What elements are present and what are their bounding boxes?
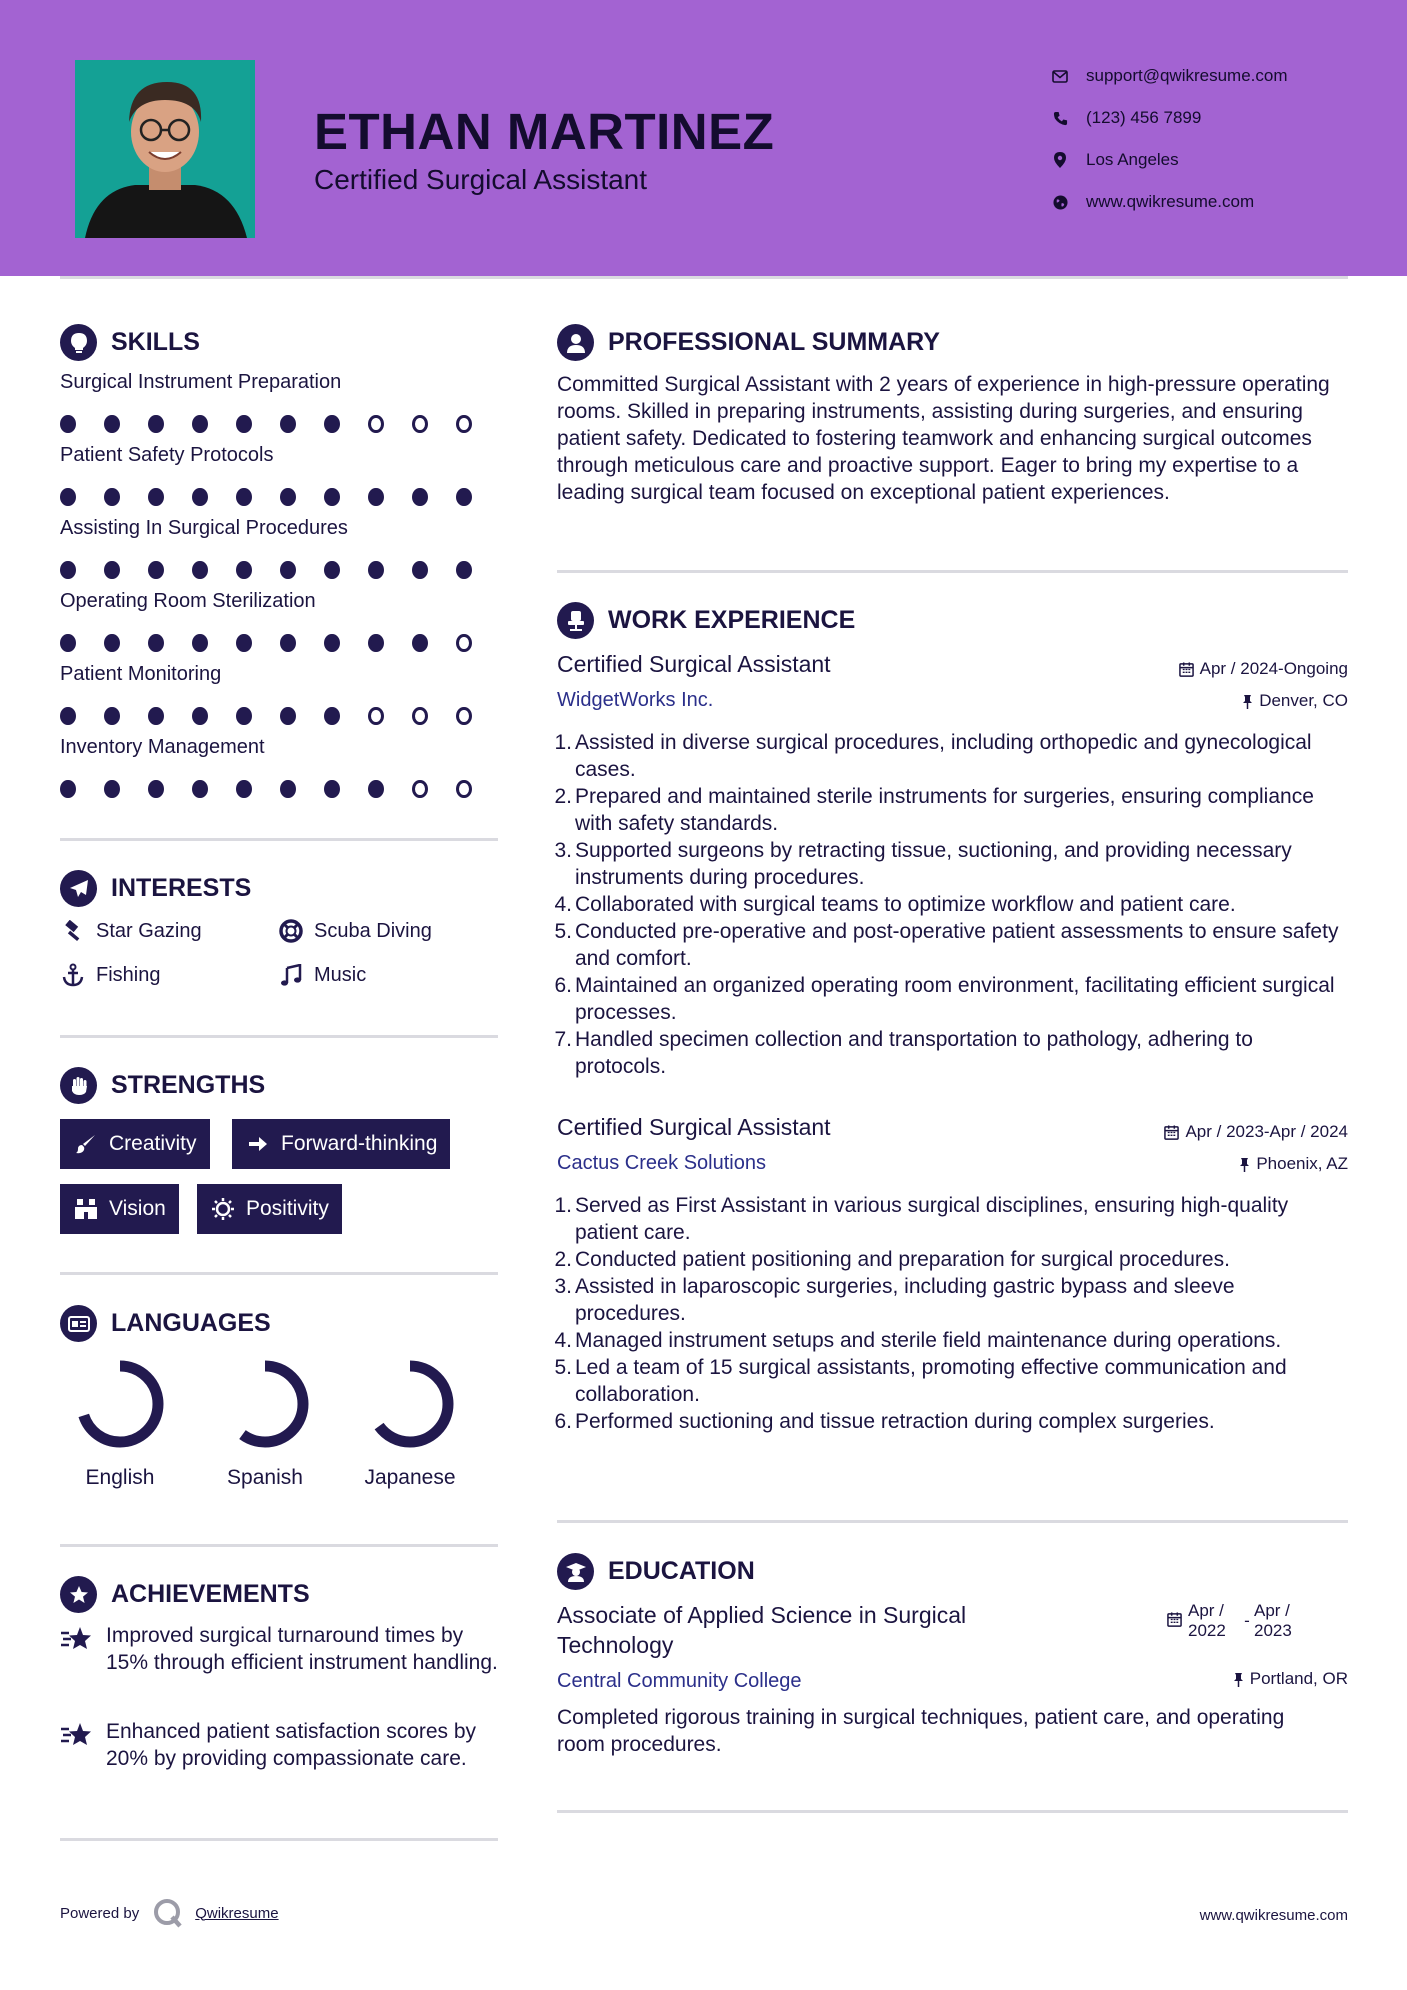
globe-icon — [1050, 192, 1070, 212]
company-name: WidgetWorks Inc. — [557, 689, 714, 711]
job-duties-list — [553, 1192, 1348, 1435]
duty-number: 6. — [554, 974, 572, 997]
skill-rating — [60, 488, 500, 506]
experience-heading: WORK EXPERIENCE — [557, 602, 855, 639]
duty-number: 4. — [554, 1329, 572, 1352]
skill-name: Assisting In Surgical Procedures — [60, 517, 348, 539]
duty-item — [553, 1192, 1348, 1246]
duty-number: 1. — [554, 1194, 572, 1217]
skill-rating — [60, 561, 500, 579]
sun-icon — [210, 1196, 236, 1222]
arrow-right-icon — [245, 1131, 271, 1157]
rating-dot-filled — [324, 488, 340, 506]
footer-powered-by: Powered by Qwikresume — [60, 1898, 279, 1928]
strength-tag: Forward-thinking — [232, 1119, 450, 1169]
rating-dot-filled — [412, 561, 428, 579]
language-item — [200, 1354, 330, 1490]
duty-item — [553, 837, 1348, 891]
rating-dot-filled — [192, 780, 208, 798]
interests-heading: INTERESTS — [60, 870, 251, 907]
rating-dot-filled — [60, 488, 76, 506]
rating-dot-filled — [148, 561, 164, 579]
job-location: Phoenix, AZ — [1239, 1154, 1348, 1174]
rating-dot-filled — [60, 561, 76, 579]
duty-item — [553, 1273, 1348, 1327]
rating-dot-filled — [148, 634, 164, 652]
phone-icon — [1050, 108, 1070, 128]
candidate-name: ETHAN MARTINEZ — [314, 103, 775, 160]
language-level-ring — [70, 1354, 170, 1454]
duty-text: Prepared and maintained sterile instruments for surgeries, ensuring compliance with safety standards. — [575, 785, 1314, 835]
duty-text: Assisted in diverse surgical procedures, including orthopedic and gynecological cases. — [575, 731, 1312, 781]
rating-dot-empty — [368, 415, 384, 433]
duty-number: 2. — [554, 1248, 572, 1271]
binoculars-icon — [73, 1196, 99, 1222]
rating-dot-empty — [456, 707, 472, 725]
section-divider — [60, 1035, 498, 1038]
job-dates: Apr / 2023-Apr / 2024 — [1164, 1122, 1348, 1142]
rating-dot-filled — [104, 707, 120, 725]
rating-dot-filled — [280, 707, 296, 725]
map-marker-icon — [1050, 150, 1070, 170]
rating-dot-filled — [280, 780, 296, 798]
profile-photo — [75, 60, 255, 238]
office-chair-icon — [557, 602, 594, 639]
rating-dot-empty — [456, 780, 472, 798]
rating-dot-filled — [192, 634, 208, 652]
achievement-text: Enhanced patient satisfaction scores by 20% by providing compassionate care. — [106, 1720, 477, 1770]
duty-item — [553, 1408, 1348, 1435]
language-level-arc — [227, 1366, 303, 1442]
achievement-item — [60, 1622, 500, 1676]
contact-email[interactable] — [1050, 55, 1288, 97]
rating-dot-filled — [236, 780, 252, 798]
thumbtack-icon — [1239, 1157, 1250, 1172]
section-divider — [60, 1544, 498, 1547]
section-divider — [557, 1520, 1348, 1523]
interest-item: Star Gazing — [60, 918, 202, 944]
star-badge-icon — [60, 1576, 97, 1613]
strength-tag: Positivity — [197, 1184, 342, 1234]
rating-dot-filled — [192, 561, 208, 579]
rating-dot-filled — [280, 561, 296, 579]
rating-dot-empty — [412, 415, 428, 433]
rating-dot-filled — [456, 561, 472, 579]
id-card-icon — [60, 1305, 97, 1342]
skill-item — [60, 590, 500, 652]
duty-text: Conducted pre-operative and post-operative patient assessments to ensure safety and comfort. — [575, 920, 1339, 970]
footer-website[interactable]: www.qwikresume.com — [1199, 1907, 1348, 1924]
rating-dot-filled — [148, 488, 164, 506]
language-name: Spanish — [227, 1466, 303, 1489]
contact-location-text: Los Angeles — [1086, 150, 1179, 169]
duty-text: Conducted patient positioning and preparation for surgical procedures. — [575, 1248, 1230, 1271]
skill-name: Inventory Management — [60, 736, 265, 758]
company-name: Cactus Creek Solutions — [557, 1152, 766, 1174]
skill-item — [60, 517, 500, 579]
duty-number: 5. — [554, 1356, 572, 1379]
shooting-star-icon — [60, 1624, 94, 1654]
skill-item — [60, 736, 500, 798]
duty-number: 4. — [554, 893, 572, 916]
duty-text: Managed instrument setups and sterile field maintenance during operations. — [575, 1329, 1282, 1352]
summary-text: Committed Surgical Assistant with 2 years of experience in high-pressure operating rooms. Skilled in preparing instruments, assisting during surgeries, and ensuring patient safety. Dedicated to fostering teamwork and enhancing surgical outcomes through meticulous care and proactive support. Eager to bring my expertise to a leading surgical team focused on exceptional patient experiences. — [557, 373, 1330, 504]
rating-dot-filled — [324, 561, 340, 579]
rating-dot-filled — [236, 707, 252, 725]
anchor-icon — [60, 962, 86, 988]
rating-dot-empty — [412, 707, 428, 725]
lightbulb-icon — [60, 324, 97, 361]
language-level-ring — [360, 1354, 460, 1454]
contact-phone[interactable] — [1050, 97, 1288, 139]
rating-dot-filled — [412, 634, 428, 652]
duty-number: 3. — [554, 1275, 572, 1298]
rating-dot-empty — [456, 634, 472, 652]
skill-item — [60, 444, 500, 506]
duty-item — [553, 1246, 1348, 1273]
language-level-arc — [82, 1366, 158, 1442]
user-icon — [557, 324, 594, 361]
language-name: English — [85, 1466, 155, 1489]
achievement-item — [60, 1718, 500, 1772]
life-ring-icon — [278, 918, 304, 944]
rating-dot-filled — [324, 780, 340, 798]
candidate-title: Certified Surgical Assistant — [314, 164, 648, 195]
duty-number: 1. — [554, 731, 572, 754]
strength-tag: Creativity — [60, 1119, 210, 1169]
calendar-icon — [1167, 1612, 1182, 1627]
music-note-icon — [278, 962, 304, 988]
rating-dot-filled — [148, 780, 164, 798]
interest-item: Scuba Diving — [278, 918, 432, 944]
duty-item — [553, 891, 1348, 918]
contact-phone-text: (123) 456 7899 — [1086, 108, 1202, 127]
paper-plane-icon — [60, 870, 97, 907]
school-name: Central Community College — [557, 1670, 802, 1692]
duty-number: 5. — [554, 920, 572, 943]
skill-name: Surgical Instrument Preparation — [60, 371, 342, 393]
rating-dot-filled — [236, 634, 252, 652]
rating-dot-filled — [280, 488, 296, 506]
paint-brush-icon — [73, 1131, 99, 1157]
rating-dot-filled — [280, 634, 296, 652]
rating-dot-filled — [280, 415, 296, 433]
duty-item — [553, 918, 1348, 972]
rating-dot-filled — [324, 707, 340, 725]
rating-dot-filled — [60, 780, 76, 798]
contact-website[interactable] — [1050, 181, 1288, 223]
section-divider — [557, 570, 1348, 573]
skill-name: Operating Room Sterilization — [60, 590, 316, 612]
duty-text: Maintained an organized operating room environment, facilitating efficient surgical processes. — [575, 974, 1335, 1024]
language-item — [55, 1354, 185, 1490]
contact-email-text: support@qwikresume.com — [1086, 66, 1288, 85]
qwikresume-logo-icon — [153, 1898, 183, 1928]
language-level-arc — [372, 1366, 448, 1442]
duty-number: 7. — [554, 1028, 572, 1051]
header-banner — [0, 0, 1407, 276]
rating-dot-filled — [104, 488, 120, 506]
hand-icon — [60, 1067, 97, 1104]
duty-text: Supported surgeons by retracting tissue, suctioning, and providing necessary instruments during procedures. — [575, 839, 1292, 889]
rating-dot-filled — [368, 561, 384, 579]
education-heading: EDUCATION — [557, 1553, 755, 1590]
rating-dot-filled — [192, 415, 208, 433]
duty-text: Performed suctioning and tissue retraction during complex surgeries. — [575, 1410, 1215, 1433]
education-dates: Apr / 2022 - Apr / 2023 — [1167, 1601, 1306, 1641]
rating-dot-filled — [368, 634, 384, 652]
rating-dot-filled — [104, 561, 120, 579]
contact-website-text: www.qwikresume.com — [1086, 192, 1255, 211]
duty-item — [553, 972, 1348, 1026]
language-name: Japanese — [364, 1466, 456, 1489]
envelope-icon — [1050, 66, 1070, 86]
strength-tag: Vision — [60, 1184, 179, 1234]
skill-rating — [60, 707, 500, 725]
rating-dot-filled — [324, 634, 340, 652]
rating-dot-filled — [412, 488, 428, 506]
interest-item: Music — [278, 962, 366, 988]
section-divider — [60, 1838, 498, 1841]
thumbtack-icon — [1242, 694, 1253, 709]
rating-dot-empty — [368, 707, 384, 725]
language-level-ring — [215, 1354, 315, 1454]
skill-item — [60, 371, 500, 433]
header-divider — [60, 276, 1348, 279]
rating-dot-filled — [324, 415, 340, 433]
rating-dot-filled — [104, 780, 120, 798]
skill-rating — [60, 634, 500, 652]
education-location: Portland, OR — [1233, 1669, 1348, 1689]
contact-list — [1050, 55, 1288, 223]
thumbtack-icon — [1233, 1672, 1244, 1687]
duty-text: Collaborated with surgical teams to optimize workflow and patient care. — [575, 893, 1236, 916]
rating-dot-filled — [60, 415, 76, 433]
duty-item — [553, 1327, 1348, 1354]
duty-item — [553, 1026, 1348, 1080]
skill-rating — [60, 780, 500, 798]
qwikresume-link[interactable]: Qwikresume — [195, 1904, 279, 1922]
interest-item: Fishing — [60, 962, 160, 988]
duty-text: Handled specimen collection and transportation to pathology, adhering to protocols. — [575, 1028, 1253, 1078]
duty-text: Served as First Assistant in various surgical disciplines, ensuring high-quality patient care. — [575, 1194, 1289, 1244]
skill-name: Patient Monitoring — [60, 663, 222, 685]
job-title: Certified Surgical Assistant — [557, 651, 831, 677]
section-divider — [60, 1272, 498, 1275]
rating-dot-filled — [60, 707, 76, 725]
skill-name: Patient Safety Protocols — [60, 444, 274, 466]
duty-number: 3. — [554, 839, 572, 862]
duty-item — [553, 729, 1348, 783]
duty-text: Led a team of 15 surgical assistants, promoting effective communication and collaboration. — [575, 1356, 1287, 1406]
rating-dot-empty — [456, 415, 472, 433]
skill-rating — [60, 415, 500, 433]
rating-dot-filled — [368, 780, 384, 798]
duty-number: 2. — [554, 785, 572, 808]
rating-dot-filled — [60, 634, 76, 652]
skills-heading: SKILLS — [60, 324, 200, 361]
section-divider — [557, 1810, 1348, 1813]
education-description: Completed rigorous training in surgical techniques, patient care, and operating room procedures. — [557, 1706, 1285, 1756]
rating-dot-filled — [192, 488, 208, 506]
achievement-text: Improved surgical turnaround times by 15% through efficient instrument handling. — [106, 1624, 498, 1674]
strengths-heading: STRENGTHS — [60, 1067, 265, 1104]
duty-item — [553, 783, 1348, 837]
contact-location — [1050, 139, 1288, 181]
shooting-star-icon — [60, 1720, 94, 1750]
rating-dot-filled — [236, 561, 252, 579]
skill-item — [60, 663, 500, 725]
rating-dot-filled — [456, 488, 472, 506]
rating-dot-filled — [148, 707, 164, 725]
rating-dot-filled — [368, 488, 384, 506]
rating-dot-empty — [412, 780, 428, 798]
rating-dot-filled — [104, 415, 120, 433]
rating-dot-filled — [148, 415, 164, 433]
summary-heading: PROFESSIONAL SUMMARY — [557, 324, 940, 361]
rating-dot-filled — [236, 415, 252, 433]
language-item — [345, 1354, 475, 1490]
job-title: Certified Surgical Assistant — [557, 1114, 831, 1140]
graduate-icon — [557, 1553, 594, 1590]
rating-dot-filled — [104, 634, 120, 652]
duty-text: Assisted in laparoscopic surgeries, including gastric bypass and sleeve procedures. — [575, 1275, 1235, 1325]
calendar-icon — [1164, 1125, 1179, 1140]
rating-dot-filled — [236, 488, 252, 506]
job-duties-list — [553, 729, 1348, 1080]
degree-title: Associate of Applied Science in Surgical Technology — [557, 1602, 967, 1658]
duty-number: 6. — [554, 1410, 572, 1433]
job-dates: Apr / 2024-Ongoing — [1179, 659, 1348, 679]
gavel-icon — [60, 918, 86, 944]
languages-heading: LANGUAGES — [60, 1305, 271, 1342]
achievements-heading: ACHIEVEMENTS — [60, 1576, 310, 1613]
duty-item — [553, 1354, 1348, 1408]
rating-dot-filled — [192, 707, 208, 725]
calendar-icon — [1179, 662, 1194, 677]
job-location: Denver, CO — [1242, 691, 1348, 711]
section-divider — [60, 838, 498, 841]
